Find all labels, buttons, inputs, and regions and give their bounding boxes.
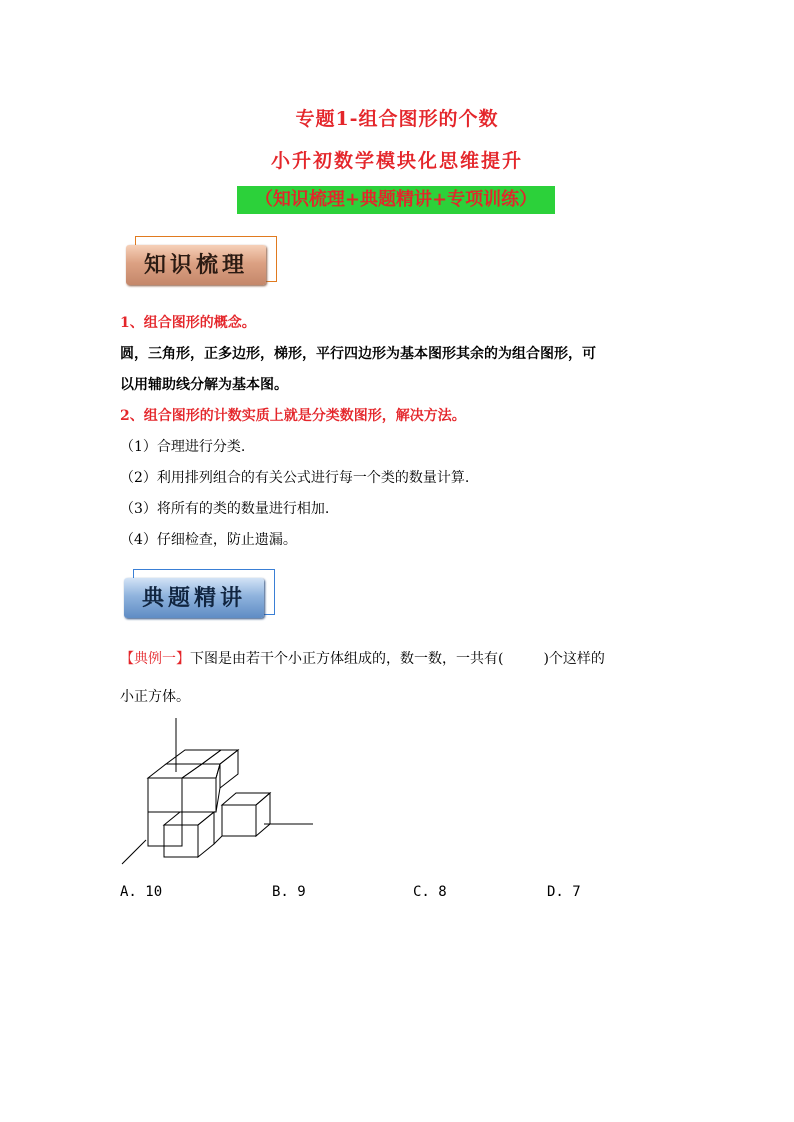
example1-question <box>120 648 605 668</box>
example-tag: 【典例一】 <box>120 651 190 667</box>
step-item: （4）仔细检查，防止遗漏。 <box>120 532 297 548</box>
choice-a[interactable]: A. 10 <box>120 884 163 900</box>
section-header-label: 知识梳理 <box>126 245 266 285</box>
example1-text-after: )个这样的 <box>543 651 605 667</box>
point1-line2: 以用辅助线分解为基本图。 <box>120 377 288 393</box>
point1-line1: 圆，三角形，正多边形，梯形，平行四边形为基本图形其余的为组合图形，可 <box>120 346 596 362</box>
choice-b[interactable]: B. 9 <box>272 884 306 900</box>
choice-c[interactable]: C. 8 <box>413 884 447 900</box>
section-header-knowledge <box>126 236 278 286</box>
example1-question-line2: 小正方体。 <box>120 689 190 705</box>
section-header-label: 典题精讲 <box>124 578 264 618</box>
point2-heading: 2、组合图形的计数实质上就是分类数图形，解决方法。 <box>120 408 466 424</box>
cube-stack-figure <box>110 712 330 872</box>
point1-heading: 1、组合图形的概念。 <box>120 315 256 331</box>
page-title: 专题1-组合图形的个数 <box>295 108 499 130</box>
section-header-examples <box>124 569 276 619</box>
page-tagline: （知识梳理+典题精讲+专项训练） <box>237 186 555 214</box>
step-item: （2）利用排列组合的有关公式进行每一个类的数量计算. <box>120 470 470 486</box>
step-item: （3）将所有的类的数量进行相加. <box>120 501 330 517</box>
choice-d[interactable]: D. 7 <box>547 884 581 900</box>
step-item: （1）合理进行分类. <box>120 439 246 455</box>
example1-text-before: 下图是由若干个小正方体组成的，数一数，一共有( <box>190 651 504 667</box>
page-subtitle: 小升初数学模块化思维提升 <box>270 150 523 172</box>
